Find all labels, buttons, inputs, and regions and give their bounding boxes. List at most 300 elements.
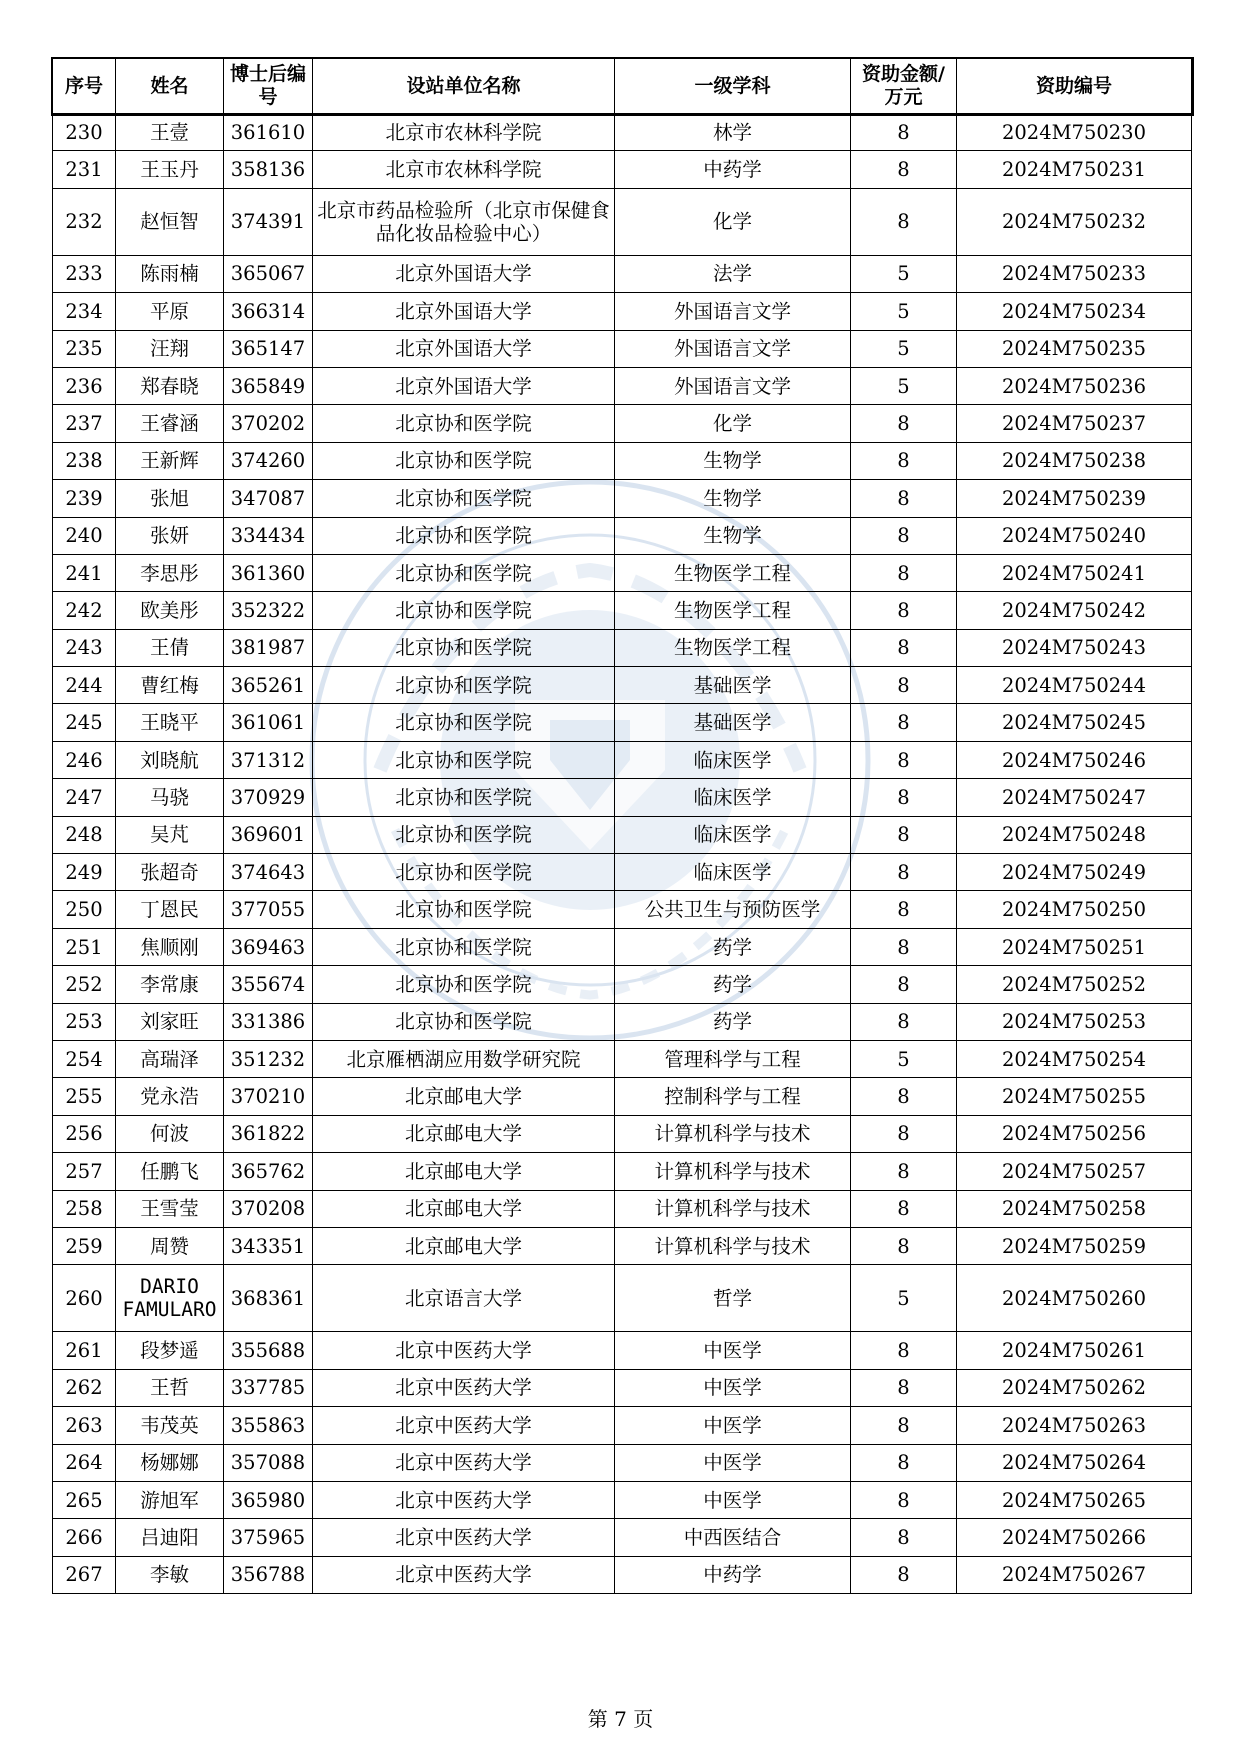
postdoc-id-cell: 337785: [224, 1369, 313, 1406]
index-cell: 245: [53, 704, 116, 741]
amount-cell: 8: [851, 1153, 957, 1190]
index-cell: 230: [53, 114, 116, 151]
table-row: [53, 554, 1192, 591]
postdoc-id-cell: 355688: [224, 1332, 313, 1369]
grant-id-cell: 2024M750235: [957, 330, 1192, 367]
amount-cell: 8: [851, 667, 957, 704]
discipline-cell: 生物学: [615, 442, 851, 479]
unit-cell: 北京邮电大学: [313, 1153, 615, 1190]
amount-cell: 8: [851, 1332, 957, 1369]
discipline-cell: 外国语言文学: [615, 293, 851, 330]
discipline-cell: 生物医学工程: [615, 629, 851, 666]
postdoc-id-cell: 365261: [224, 667, 313, 704]
index-cell: 265: [53, 1481, 116, 1518]
name-cell: 杨娜娜: [116, 1444, 224, 1481]
discipline-cell: 药学: [615, 966, 851, 1003]
amount-cell: 8: [851, 1519, 957, 1556]
amount-cell: 8: [851, 188, 957, 255]
table-row: [53, 1227, 1192, 1264]
postdoc-id-cell: 361360: [224, 554, 313, 591]
unit-cell: 北京协和医学院: [313, 966, 615, 1003]
table-row: [53, 1003, 1192, 1040]
grant-id-cell: 2024M750256: [957, 1115, 1192, 1152]
page-footer: 第 7 页: [587, 1707, 654, 1731]
amount-cell: 8: [851, 442, 957, 479]
table-row: [53, 704, 1192, 741]
postdoc-id-cell: 356788: [224, 1556, 313, 1593]
unit-cell: 北京协和医学院: [313, 405, 615, 442]
name-cell: 焦顺刚: [116, 928, 224, 965]
index-cell: 257: [53, 1153, 116, 1190]
table-row: [53, 891, 1192, 928]
discipline-cell: 中医学: [615, 1444, 851, 1481]
unit-cell: 北京邮电大学: [313, 1115, 615, 1152]
unit-cell: 北京中医药大学: [313, 1369, 615, 1406]
unit-cell: 北京市农林科学院: [313, 151, 615, 188]
table-row: [53, 928, 1192, 965]
unit-cell: 北京协和医学院: [313, 928, 615, 965]
name-cell: 任鹏飞: [116, 1153, 224, 1190]
amount-cell: 8: [851, 1369, 957, 1406]
index-cell: 264: [53, 1444, 116, 1481]
grant-id-cell: 2024M750233: [957, 255, 1192, 292]
postdoc-id-cell: 368361: [224, 1265, 313, 1332]
table-body: [53, 114, 1192, 1594]
grant-id-cell: 2024M750257: [957, 1153, 1192, 1190]
discipline-cell: 药学: [615, 1003, 851, 1040]
amount-cell: 8: [851, 592, 957, 629]
unit-cell: 北京协和医学院: [313, 592, 615, 629]
header-col-discipline: 一级学科: [615, 59, 851, 114]
table-row: [53, 854, 1192, 891]
grant-id-cell: 2024M750237: [957, 405, 1192, 442]
discipline-cell: 计算机科学与技术: [615, 1190, 851, 1227]
discipline-cell: 生物学: [615, 480, 851, 517]
grant-id-cell: 2024M750240: [957, 517, 1192, 554]
grant-id-cell: 2024M750266: [957, 1519, 1192, 1556]
table-row: [53, 1519, 1192, 1556]
index-cell: 255: [53, 1078, 116, 1115]
name-cell: 欧美彤: [116, 592, 224, 629]
table-row: [53, 293, 1192, 330]
amount-cell: 8: [851, 114, 957, 151]
table-row: [53, 741, 1192, 778]
amount-cell: 8: [851, 405, 957, 442]
grant-id-cell: 2024M750236: [957, 367, 1192, 404]
discipline-cell: 临床医学: [615, 779, 851, 816]
name-cell: 王玉丹: [116, 151, 224, 188]
grant-id-cell: 2024M750255: [957, 1078, 1192, 1115]
index-cell: 266: [53, 1519, 116, 1556]
unit-cell: 北京邮电大学: [313, 1190, 615, 1227]
postdoc-id-cell: 365849: [224, 367, 313, 404]
funding-table: [52, 58, 1192, 1594]
name-cell: 吴芃: [116, 816, 224, 853]
discipline-cell: 中医学: [615, 1369, 851, 1406]
name-cell: 韦茂英: [116, 1407, 224, 1444]
postdoc-id-cell: 371312: [224, 741, 313, 778]
name-cell: 王壹: [116, 114, 224, 151]
unit-cell: 北京外国语大学: [313, 255, 615, 292]
index-cell: 251: [53, 928, 116, 965]
index-cell: 259: [53, 1227, 116, 1264]
postdoc-id-cell: 369601: [224, 816, 313, 853]
index-cell: 254: [53, 1040, 116, 1077]
index-cell: 253: [53, 1003, 116, 1040]
postdoc-id-cell: 374643: [224, 854, 313, 891]
grant-id-cell: 2024M750232: [957, 188, 1192, 255]
grant-id-cell: 2024M750238: [957, 442, 1192, 479]
table-row: [53, 1040, 1192, 1077]
name-cell: 党永浩: [116, 1078, 224, 1115]
unit-cell: 北京协和医学院: [313, 480, 615, 517]
name-cell: 平原: [116, 293, 224, 330]
grant-id-cell: 2024M750239: [957, 480, 1192, 517]
postdoc-id-cell: 351232: [224, 1040, 313, 1077]
postdoc-id-cell: 361061: [224, 704, 313, 741]
discipline-cell: 计算机科学与技术: [615, 1227, 851, 1264]
grant-id-cell: 2024M750244: [957, 667, 1192, 704]
name-cell: 吕迪阳: [116, 1519, 224, 1556]
grant-id-cell: 2024M750241: [957, 554, 1192, 591]
unit-cell: 北京协和医学院: [313, 667, 615, 704]
unit-cell: 北京中医药大学: [313, 1481, 615, 1518]
postdoc-id-cell: 375965: [224, 1519, 313, 1556]
grant-id-cell: 2024M750247: [957, 779, 1192, 816]
postdoc-id-cell: 355674: [224, 966, 313, 1003]
amount-cell: 8: [851, 554, 957, 591]
header-col-grant-id: 资助编号: [957, 59, 1192, 114]
index-cell: 256: [53, 1115, 116, 1152]
name-cell: 汪翔: [116, 330, 224, 367]
postdoc-id-cell: 343351: [224, 1227, 313, 1264]
grant-id-cell: 2024M750234: [957, 293, 1192, 330]
name-cell: 曹红梅: [116, 667, 224, 704]
index-cell: 247: [53, 779, 116, 816]
name-cell: 张超奇: [116, 854, 224, 891]
postdoc-id-cell: 357088: [224, 1444, 313, 1481]
grant-id-cell: 2024M750252: [957, 966, 1192, 1003]
name-cell: 王倩: [116, 629, 224, 666]
grant-id-cell: 2024M750242: [957, 592, 1192, 629]
amount-cell: 5: [851, 1265, 957, 1332]
name-cell: 郑春晓: [116, 367, 224, 404]
table-row: [53, 114, 1192, 151]
table-row: [53, 1444, 1192, 1481]
discipline-cell: 公共卫生与预防医学: [615, 891, 851, 928]
name-cell: 李常康: [116, 966, 224, 1003]
unit-cell: 北京协和医学院: [313, 816, 615, 853]
grant-id-cell: 2024M750246: [957, 741, 1192, 778]
table-row: [53, 151, 1192, 188]
name-cell: 刘家旺: [116, 1003, 224, 1040]
postdoc-id-cell: 365147: [224, 330, 313, 367]
postdoc-id-cell: 381987: [224, 629, 313, 666]
table-row: [53, 255, 1192, 292]
discipline-cell: 中西医结合: [615, 1519, 851, 1556]
postdoc-id-cell: 358136: [224, 151, 313, 188]
discipline-cell: 临床医学: [615, 816, 851, 853]
amount-cell: 8: [851, 891, 957, 928]
postdoc-id-cell: 370929: [224, 779, 313, 816]
index-cell: 235: [53, 330, 116, 367]
name-cell: 周赞: [116, 1227, 224, 1264]
unit-cell: 北京协和医学院: [313, 517, 615, 554]
unit-cell: 北京协和医学院: [313, 779, 615, 816]
name-cell: DARIO FAMULARO: [116, 1265, 224, 1332]
index-cell: 250: [53, 891, 116, 928]
unit-cell: 北京雁栖湖应用数学研究院: [313, 1040, 615, 1077]
postdoc-id-cell: 347087: [224, 480, 313, 517]
amount-cell: 8: [851, 928, 957, 965]
table-row: [53, 592, 1192, 629]
postdoc-id-cell: 365067: [224, 255, 313, 292]
postdoc-id-cell: 365762: [224, 1153, 313, 1190]
amount-cell: 8: [851, 779, 957, 816]
table-row: [53, 517, 1192, 554]
index-cell: 239: [53, 480, 116, 517]
unit-cell: 北京协和医学院: [313, 741, 615, 778]
table-row: [53, 330, 1192, 367]
grant-id-cell: 2024M750262: [957, 1369, 1192, 1406]
unit-cell: 北京邮电大学: [313, 1227, 615, 1264]
amount-cell: 8: [851, 151, 957, 188]
table-row: [53, 1556, 1192, 1593]
index-cell: 231: [53, 151, 116, 188]
name-cell: 张妍: [116, 517, 224, 554]
unit-cell: 北京协和医学院: [313, 554, 615, 591]
name-cell: 李敏: [116, 1556, 224, 1593]
index-cell: 232: [53, 188, 116, 255]
discipline-cell: 中医学: [615, 1332, 851, 1369]
index-cell: 240: [53, 517, 116, 554]
discipline-cell: 控制科学与工程: [615, 1078, 851, 1115]
grant-id-cell: 2024M750230: [957, 114, 1192, 151]
postdoc-id-cell: 352322: [224, 592, 313, 629]
grant-id-cell: 2024M750261: [957, 1332, 1192, 1369]
discipline-cell: 中药学: [615, 151, 851, 188]
table-row: [53, 779, 1192, 816]
table-row: [53, 667, 1192, 704]
name-cell: 王晓平: [116, 704, 224, 741]
amount-cell: 8: [851, 1481, 957, 1518]
amount-cell: 5: [851, 255, 957, 292]
unit-cell: 北京外国语大学: [313, 367, 615, 404]
unit-cell: 北京协和医学院: [313, 1003, 615, 1040]
amount-cell: 8: [851, 816, 957, 853]
index-cell: 249: [53, 854, 116, 891]
index-cell: 262: [53, 1369, 116, 1406]
table-row: [53, 966, 1192, 1003]
grant-id-cell: 2024M750248: [957, 816, 1192, 853]
index-cell: 234: [53, 293, 116, 330]
table-row: [53, 1265, 1192, 1332]
name-cell: 陈雨楠: [116, 255, 224, 292]
unit-cell: 北京协和医学院: [313, 854, 615, 891]
grant-id-cell: 2024M750231: [957, 151, 1192, 188]
name-cell: 李思彤: [116, 554, 224, 591]
name-cell: 王哲: [116, 1369, 224, 1406]
grant-id-cell: 2024M750265: [957, 1481, 1192, 1518]
header-col-index: 序号: [53, 59, 116, 114]
index-cell: 244: [53, 667, 116, 704]
discipline-cell: 临床医学: [615, 741, 851, 778]
discipline-cell: 管理科学与工程: [615, 1040, 851, 1077]
index-cell: 260: [53, 1265, 116, 1332]
unit-cell: 北京市农林科学院: [313, 114, 615, 151]
name-cell: 马骁: [116, 779, 224, 816]
postdoc-id-cell: 374260: [224, 442, 313, 479]
unit-cell: 北京中医药大学: [313, 1519, 615, 1556]
table-row: [53, 1332, 1192, 1369]
table-row: [53, 1115, 1192, 1152]
discipline-cell: 外国语言文学: [615, 330, 851, 367]
name-cell: 高瑞泽: [116, 1040, 224, 1077]
postdoc-id-cell: 370210: [224, 1078, 313, 1115]
discipline-cell: 临床医学: [615, 854, 851, 891]
amount-cell: 8: [851, 1115, 957, 1152]
grant-id-cell: 2024M750251: [957, 928, 1192, 965]
postdoc-id-cell: 366314: [224, 293, 313, 330]
unit-cell: 北京协和医学院: [313, 891, 615, 928]
index-cell: 241: [53, 554, 116, 591]
table-row: [53, 1407, 1192, 1444]
discipline-cell: 林学: [615, 114, 851, 151]
table-row: [53, 816, 1192, 853]
discipline-cell: 法学: [615, 255, 851, 292]
amount-cell: 5: [851, 330, 957, 367]
discipline-cell: 外国语言文学: [615, 367, 851, 404]
table-row: [53, 405, 1192, 442]
index-cell: 248: [53, 816, 116, 853]
name-cell: 赵恒智: [116, 188, 224, 255]
grant-id-cell: 2024M750243: [957, 629, 1192, 666]
header-col-unit: 设站单位名称: [313, 59, 615, 114]
amount-cell: 8: [851, 1444, 957, 1481]
amount-cell: 8: [851, 704, 957, 741]
grant-id-cell: 2024M750249: [957, 854, 1192, 891]
discipline-cell: 化学: [615, 405, 851, 442]
grant-id-cell: 2024M750263: [957, 1407, 1192, 1444]
index-cell: 246: [53, 741, 116, 778]
grant-id-cell: 2024M750245: [957, 704, 1192, 741]
grant-id-cell: 2024M750254: [957, 1040, 1192, 1077]
table-row: [53, 442, 1192, 479]
index-cell: 237: [53, 405, 116, 442]
table-row: [53, 1153, 1192, 1190]
amount-cell: 8: [851, 1190, 957, 1227]
name-cell: 段梦遥: [116, 1332, 224, 1369]
index-cell: 243: [53, 629, 116, 666]
name-cell: 王雪莹: [116, 1190, 224, 1227]
index-cell: 267: [53, 1556, 116, 1593]
unit-cell: 北京协和医学院: [313, 629, 615, 666]
grant-id-cell: 2024M750264: [957, 1444, 1192, 1481]
postdoc-id-cell: 361822: [224, 1115, 313, 1152]
header-col-name: 姓名: [116, 59, 224, 114]
discipline-cell: 生物医学工程: [615, 554, 851, 591]
table-header-row: [53, 59, 1192, 114]
index-cell: 252: [53, 966, 116, 1003]
table-row: [53, 1481, 1192, 1518]
unit-cell: 北京协和医学院: [313, 704, 615, 741]
postdoc-id-cell: 365980: [224, 1481, 313, 1518]
table-row: [53, 188, 1192, 255]
discipline-cell: 哲学: [615, 1265, 851, 1332]
postdoc-id-cell: 370202: [224, 405, 313, 442]
table-row: [53, 1190, 1192, 1227]
amount-cell: 8: [851, 517, 957, 554]
unit-cell: 北京语言大学: [313, 1265, 615, 1332]
postdoc-id-cell: 331386: [224, 1003, 313, 1040]
unit-cell: 北京中医药大学: [313, 1556, 615, 1593]
discipline-cell: 计算机科学与技术: [615, 1153, 851, 1190]
index-cell: 242: [53, 592, 116, 629]
table-row: [53, 1078, 1192, 1115]
unit-cell: 北京市药品检验所（北京市保健食品化妆品检验中心）: [313, 188, 615, 255]
name-cell: 王睿涵: [116, 405, 224, 442]
postdoc-id-cell: 377055: [224, 891, 313, 928]
postdoc-id-cell: 334434: [224, 517, 313, 554]
amount-cell: 8: [851, 1003, 957, 1040]
discipline-cell: 基础医学: [615, 667, 851, 704]
amount-cell: 8: [851, 1556, 957, 1593]
amount-cell: 5: [851, 367, 957, 404]
grant-id-cell: 2024M750267: [957, 1556, 1192, 1593]
discipline-cell: 计算机科学与技术: [615, 1115, 851, 1152]
unit-cell: 北京协和医学院: [313, 442, 615, 479]
discipline-cell: 化学: [615, 188, 851, 255]
name-cell: 何波: [116, 1115, 224, 1152]
unit-cell: 北京中医药大学: [313, 1332, 615, 1369]
discipline-cell: 中医学: [615, 1407, 851, 1444]
header-col-postdoc-id: 博士后编号: [224, 59, 313, 114]
name-cell: 刘晓航: [116, 741, 224, 778]
name-cell: 王新辉: [116, 442, 224, 479]
index-cell: 261: [53, 1332, 116, 1369]
postdoc-id-cell: 361610: [224, 114, 313, 151]
index-cell: 233: [53, 255, 116, 292]
table-row: [53, 629, 1192, 666]
amount-cell: 8: [851, 629, 957, 666]
amount-cell: 5: [851, 1040, 957, 1077]
discipline-cell: 生物医学工程: [615, 592, 851, 629]
index-cell: 258: [53, 1190, 116, 1227]
grant-id-cell: 2024M750260: [957, 1265, 1192, 1332]
table-row: [53, 480, 1192, 517]
grant-id-cell: 2024M750259: [957, 1227, 1192, 1264]
discipline-cell: 基础医学: [615, 704, 851, 741]
grant-id-cell: 2024M750253: [957, 1003, 1192, 1040]
amount-cell: 8: [851, 741, 957, 778]
index-cell: 236: [53, 367, 116, 404]
discipline-cell: 生物学: [615, 517, 851, 554]
postdoc-id-cell: 355863: [224, 1407, 313, 1444]
amount-cell: 8: [851, 1227, 957, 1264]
table-row: [53, 1369, 1192, 1406]
index-cell: 238: [53, 442, 116, 479]
unit-cell: 北京中医药大学: [313, 1407, 615, 1444]
name-cell: 丁恩民: [116, 891, 224, 928]
grant-id-cell: 2024M750250: [957, 891, 1192, 928]
table-row: [53, 367, 1192, 404]
name-cell: 游旭军: [116, 1481, 224, 1518]
postdoc-id-cell: 374391: [224, 188, 313, 255]
amount-cell: 8: [851, 966, 957, 1003]
unit-cell: 北京邮电大学: [313, 1078, 615, 1115]
amount-cell: 8: [851, 854, 957, 891]
index-cell: 263: [53, 1407, 116, 1444]
